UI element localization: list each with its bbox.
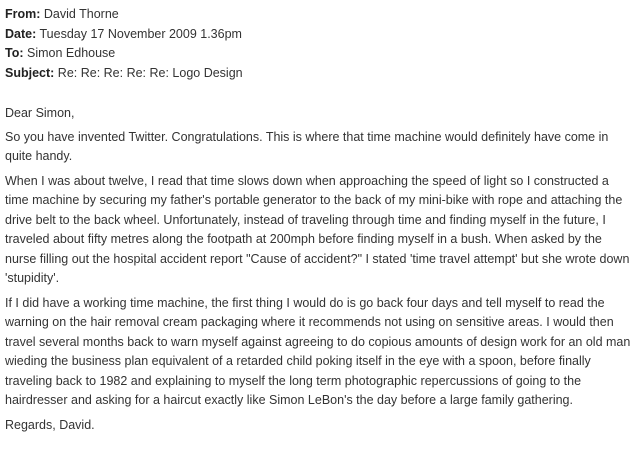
subject-label: Subject: <box>5 65 55 80</box>
paragraph-3: If I did have a working time machine, the first thing I would do is go back four days and tell myself to read the warning on the hair removal cream packaging where it recommends not using on sensitive areas. I would then travel several months back to warn myself against agreeing to do copious amounts of design work for an old man wieding the business plan equivalent of a retarded child poking itself in the eye with a spoon, before finally traveling back to 1982 and explaining to myself the long term photographic repercussions of going to the hairdresser and asking for a haircut exactly like Simon LeBon's the day before a large family gathering. <box>5 295 631 407</box>
greeting: Dear Simon, <box>5 106 75 120</box>
from-value: David Thorne <box>43 7 119 21</box>
from-label: From: <box>5 7 41 21</box>
paragraph-2: When I was about twelve, I read that time slows down when approaching the speed of light so I constructed a time machine by securing my father's portable generator to the back of my mini-bike with rope and attaching the drive belt to the back wheel. Unfortunately, instead of traveling through time and finding myself in the future, I traveled about fifty metres along the footpath at 200mph before finding myself in a bush. When asked by the nurse filling out the hospital accident report "Cause of accident?" I stated 'time travel attempt' but she wrote down 'stupidity'. <box>5 173 630 285</box>
to-value: Simon Edhouse <box>27 46 116 60</box>
date-label: Date: <box>5 26 37 41</box>
to-label: To: <box>5 46 24 60</box>
paragraph-1: So you have invented Twitter. Congratulations. This is where that time machine would definitely have come in quite handy. <box>5 129 609 163</box>
email-body <box>5 104 634 435</box>
header-to-row <box>5 44 634 64</box>
header-date-row <box>5 25 634 45</box>
header-from-row <box>5 5 634 25</box>
email-header <box>5 5 634 83</box>
date-value: Tuesday 17 November 2009 1.36pm <box>39 26 242 41</box>
signoff: Regards, David. <box>5 417 95 432</box>
header-subject-row <box>5 64 634 84</box>
subject-value: Re: Re: Re: Re: Re: Logo Design <box>57 65 243 80</box>
